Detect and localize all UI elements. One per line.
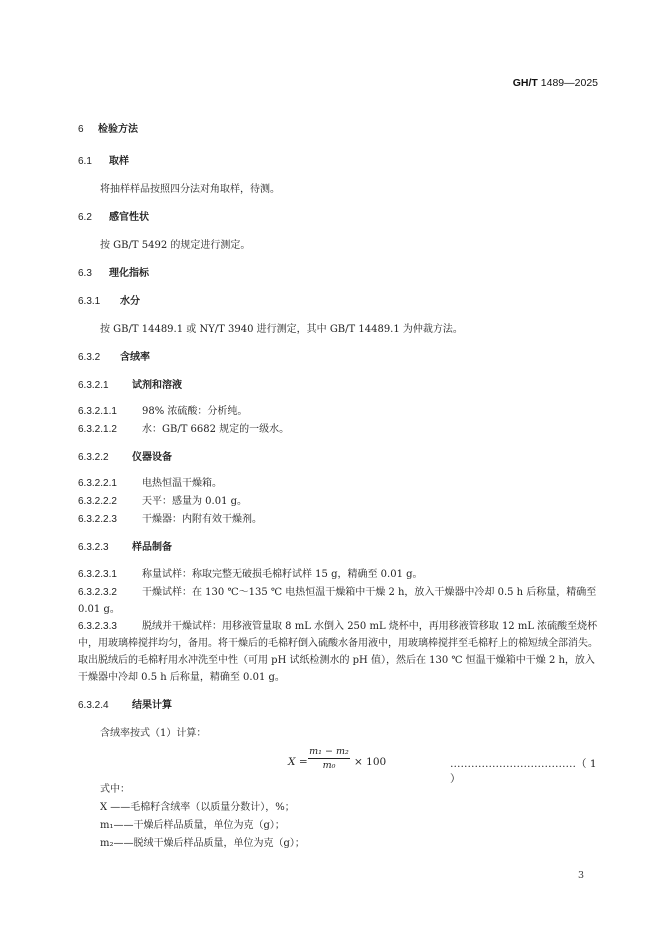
clause-number: 6.3.2.3.2 <box>78 587 117 598</box>
heading-number: 6.3.2 <box>78 352 101 363</box>
heading-number: 6.2 <box>78 212 92 223</box>
clause-text: 98% 浓硫酸：分析纯。 <box>142 406 248 417</box>
equation-number: ………………………………（ 1 ） <box>450 758 597 785</box>
paragraph-6-2: 按 GB/T 5492 的规定进行测定。 <box>100 240 251 251</box>
variable-definition: X ——毛棉籽含绒率（以质量分数计），%； <box>100 802 295 813</box>
heading-title: 检验方法 <box>98 124 138 135</box>
heading-6-3-2-1 <box>78 378 182 394</box>
clause-number: 6.3.2.2.2 <box>78 496 117 507</box>
paragraph-6-1: 将抽样样品按照四分法对角取样，待测。 <box>100 184 280 195</box>
heading-6-3-2-2 <box>78 450 172 466</box>
clause-6-3-2-2-3 <box>78 512 262 528</box>
formula-numerator: m₁ − m₂ <box>309 746 349 757</box>
clause-text: 天平：感量为 0.01 g。 <box>142 496 248 507</box>
clause-number: 6.3.2.2.3 <box>78 514 117 525</box>
heading-number: 6.3.2.1 <box>78 380 109 391</box>
heading-6-3-2-4 <box>78 698 172 714</box>
clause-text: 干燥器：内附有效干燥剂。 <box>142 514 262 525</box>
heading-number: 6.3.2.3 <box>78 542 109 553</box>
clause-6-3-2-2-2 <box>78 494 247 510</box>
heading-6-3-1 <box>78 294 140 310</box>
heading-title: 样品制备 <box>132 542 172 553</box>
clause-number: 6.3.2.1.2 <box>78 424 117 435</box>
heading-title: 感官性状 <box>109 212 149 223</box>
clause-6-3-2-2-1 <box>78 476 222 492</box>
clause-6-3-2-3-3 <box>78 618 602 686</box>
standard-code: 1489—2025 <box>540 77 598 89</box>
clause-6-3-2-1-1 <box>78 404 247 420</box>
clause-number: 6.3.2.1.1 <box>78 406 117 417</box>
heading-title: 理化指标 <box>109 268 149 279</box>
heading-number: 6.3 <box>78 268 92 279</box>
where-intro: 式中： <box>100 784 130 795</box>
running-header <box>513 77 598 89</box>
formula-intro: 含绒率按式（1）计算： <box>100 728 207 739</box>
formula-fraction <box>308 746 350 771</box>
heading-6-3 <box>78 266 149 282</box>
clause-text: 水：GB/T 6682 规定的一级水。 <box>142 424 290 435</box>
formula-multiplier: × 100 <box>354 756 387 768</box>
variable-definition: m₁——干燥后样品质量，单位为克（g）； <box>100 820 285 831</box>
clause-6-3-2-3-2 <box>78 584 602 618</box>
heading-title: 仪器设备 <box>132 452 172 463</box>
formula-denominator: m₀ <box>322 760 336 771</box>
formula-1 <box>78 744 602 784</box>
heading-6-1 <box>78 154 129 170</box>
clause-number: 6.3.2.3.1 <box>78 569 117 580</box>
clause-text: 电热恒温干燥箱。 <box>142 478 222 489</box>
clause-number: 6.3.2.2.1 <box>78 478 117 489</box>
clause-text: 脱绒并干燥试样：用移液管量取 8 mL 水倒入 250 mL 烧杯中，再用移液管移取 12 mL 浓硫酸至烧杯中，用玻璃棒搅拌均匀，备用。将干燥后的毛棉籽倒入硫酸水备用液中，用玻璃棒搅拌至毛棉籽上的棉短绒全部消失。取出脱绒后的毛棉籽用水冲洗至中性（可用 pH 试纸检测水的 pH 值），然后在 130 ℃ 恒温干燥箱中干燥 2 h，放入干燥器中冷却 0.5 h 后称量，精确至 0.01 g。 <box>78 621 598 683</box>
heading-title: 结果计算 <box>132 700 172 711</box>
standard-prefix: GH/T <box>512 77 538 89</box>
heading-number: 6.3.2.2 <box>78 452 109 463</box>
clause-number: 6.3.2.3.3 <box>78 621 117 632</box>
heading-number: 6.3.1 <box>78 296 101 307</box>
clause-text: 称量试样：称取完整无破损毛棉籽试样 15 g，精确至 0.01 g。 <box>142 569 423 580</box>
heading-number: 6 <box>78 124 84 135</box>
heading-6 <box>78 122 138 138</box>
heading-number: 6.3.2.4 <box>78 700 109 711</box>
heading-6-3-2 <box>78 350 150 366</box>
heading-6-2 <box>78 210 149 226</box>
heading-title: 取样 <box>109 156 129 167</box>
clause-6-3-2-1-2 <box>78 422 289 438</box>
heading-title: 水分 <box>120 296 140 307</box>
clause-6-3-2-3-1 <box>78 567 423 583</box>
heading-number: 6.1 <box>78 156 92 167</box>
formula-lhs: X = <box>288 756 308 768</box>
paragraph-6-3-1: 按 GB/T 14489.1 或 NY/T 3940 进行测定，其中 GB/T 14489.1 为仲裁方法。 <box>100 324 463 335</box>
variable-definition: m₂——脱绒干燥后样品质量，单位为克（g）； <box>100 838 305 849</box>
heading-title: 含绒率 <box>120 352 150 363</box>
page-number: 3 <box>578 870 585 881</box>
heading-6-3-2-3 <box>78 540 172 556</box>
clause-text: 干燥试样：在 130 ℃～135 ℃ 电热恒温干燥箱中干燥 2 h，放入干燥器中冷却 0.5 h 后称量，精确至 0.01 g。 <box>78 587 597 615</box>
heading-title: 试剂和溶液 <box>132 380 182 391</box>
